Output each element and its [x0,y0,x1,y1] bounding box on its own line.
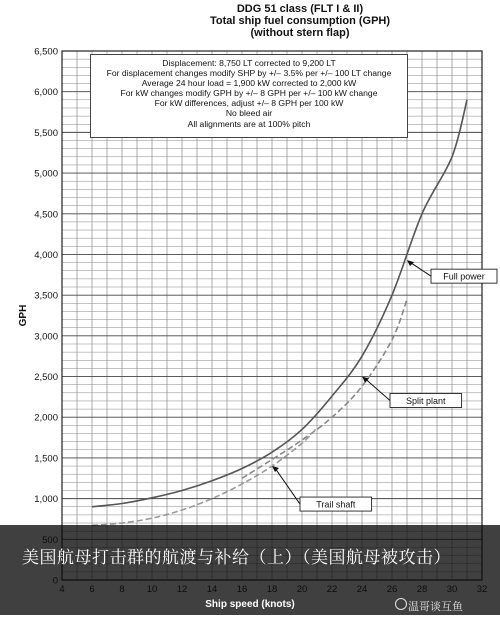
y-tick-label: 5,500 [34,127,58,139]
note-line: All alignments are at 100% pitch [187,118,311,129]
note-line: No bleed air [225,108,273,119]
y-tick-label: 3,000 [34,331,58,343]
chart-title: DDG 51 class (FLT I & II) [236,3,364,15]
y-tick-label: 2,000 [34,412,58,424]
y-tick-label: 2,500 [34,372,58,384]
y-tick-label: 6,500 [34,46,58,58]
series-line-split-plant [242,299,407,478]
note-line: Average 24 hour load = 1,900 kW corrected to 2,000 kW [141,78,357,89]
watermark-text: 温哥谈互鱼 [408,600,463,613]
note-line: Displacement: 8,750 LT corrected to 9,200 LT [162,58,336,68]
y-tick-label: 4,500 [34,209,58,221]
chart-subtitle-2: (without stern flap) [250,27,350,39]
y-tick-label: 1,500 [34,453,58,465]
annotation-arrowhead [407,260,414,266]
y-tick-label: 4,000 [34,249,58,261]
y-tick-label: 5,000 [34,168,58,180]
annotation-leader [410,262,431,276]
chart-subtitle: Total ship fuel consumption (GPH) [209,15,391,27]
note-line: For kW differences, adjust +/– 8 GPH per 100 kW [154,98,344,109]
y-tick-label: 1,000 [34,494,58,506]
annotation-arrowhead [272,466,279,472]
annotation-label: Trail shaft [316,499,356,510]
y-tick-label: 6,000 [34,87,58,99]
caption-text: 美国航母打击群的航渡与补给（上）（美国航母被攻击） [22,548,451,568]
watermark-icon [395,598,407,610]
annotation-leader [365,379,390,401]
annotation-label: Full power [443,271,485,282]
y-tick-label: 3,500 [34,290,58,302]
x-axis-label: Ship speed (knots) [205,599,295,610]
note-line: For displacement changes modify SHP by +/– 3.5% per +/– 100 LT change [106,68,392,79]
notes-box [90,54,408,138]
y-axis-label: GPH [18,304,29,327]
series-line-trail-shaft [92,428,317,526]
annotation-label: Split plant [406,396,446,407]
note-line: For kW changes modify GPH by +/– 8 GPH per +/– 100 kW change [120,88,378,99]
